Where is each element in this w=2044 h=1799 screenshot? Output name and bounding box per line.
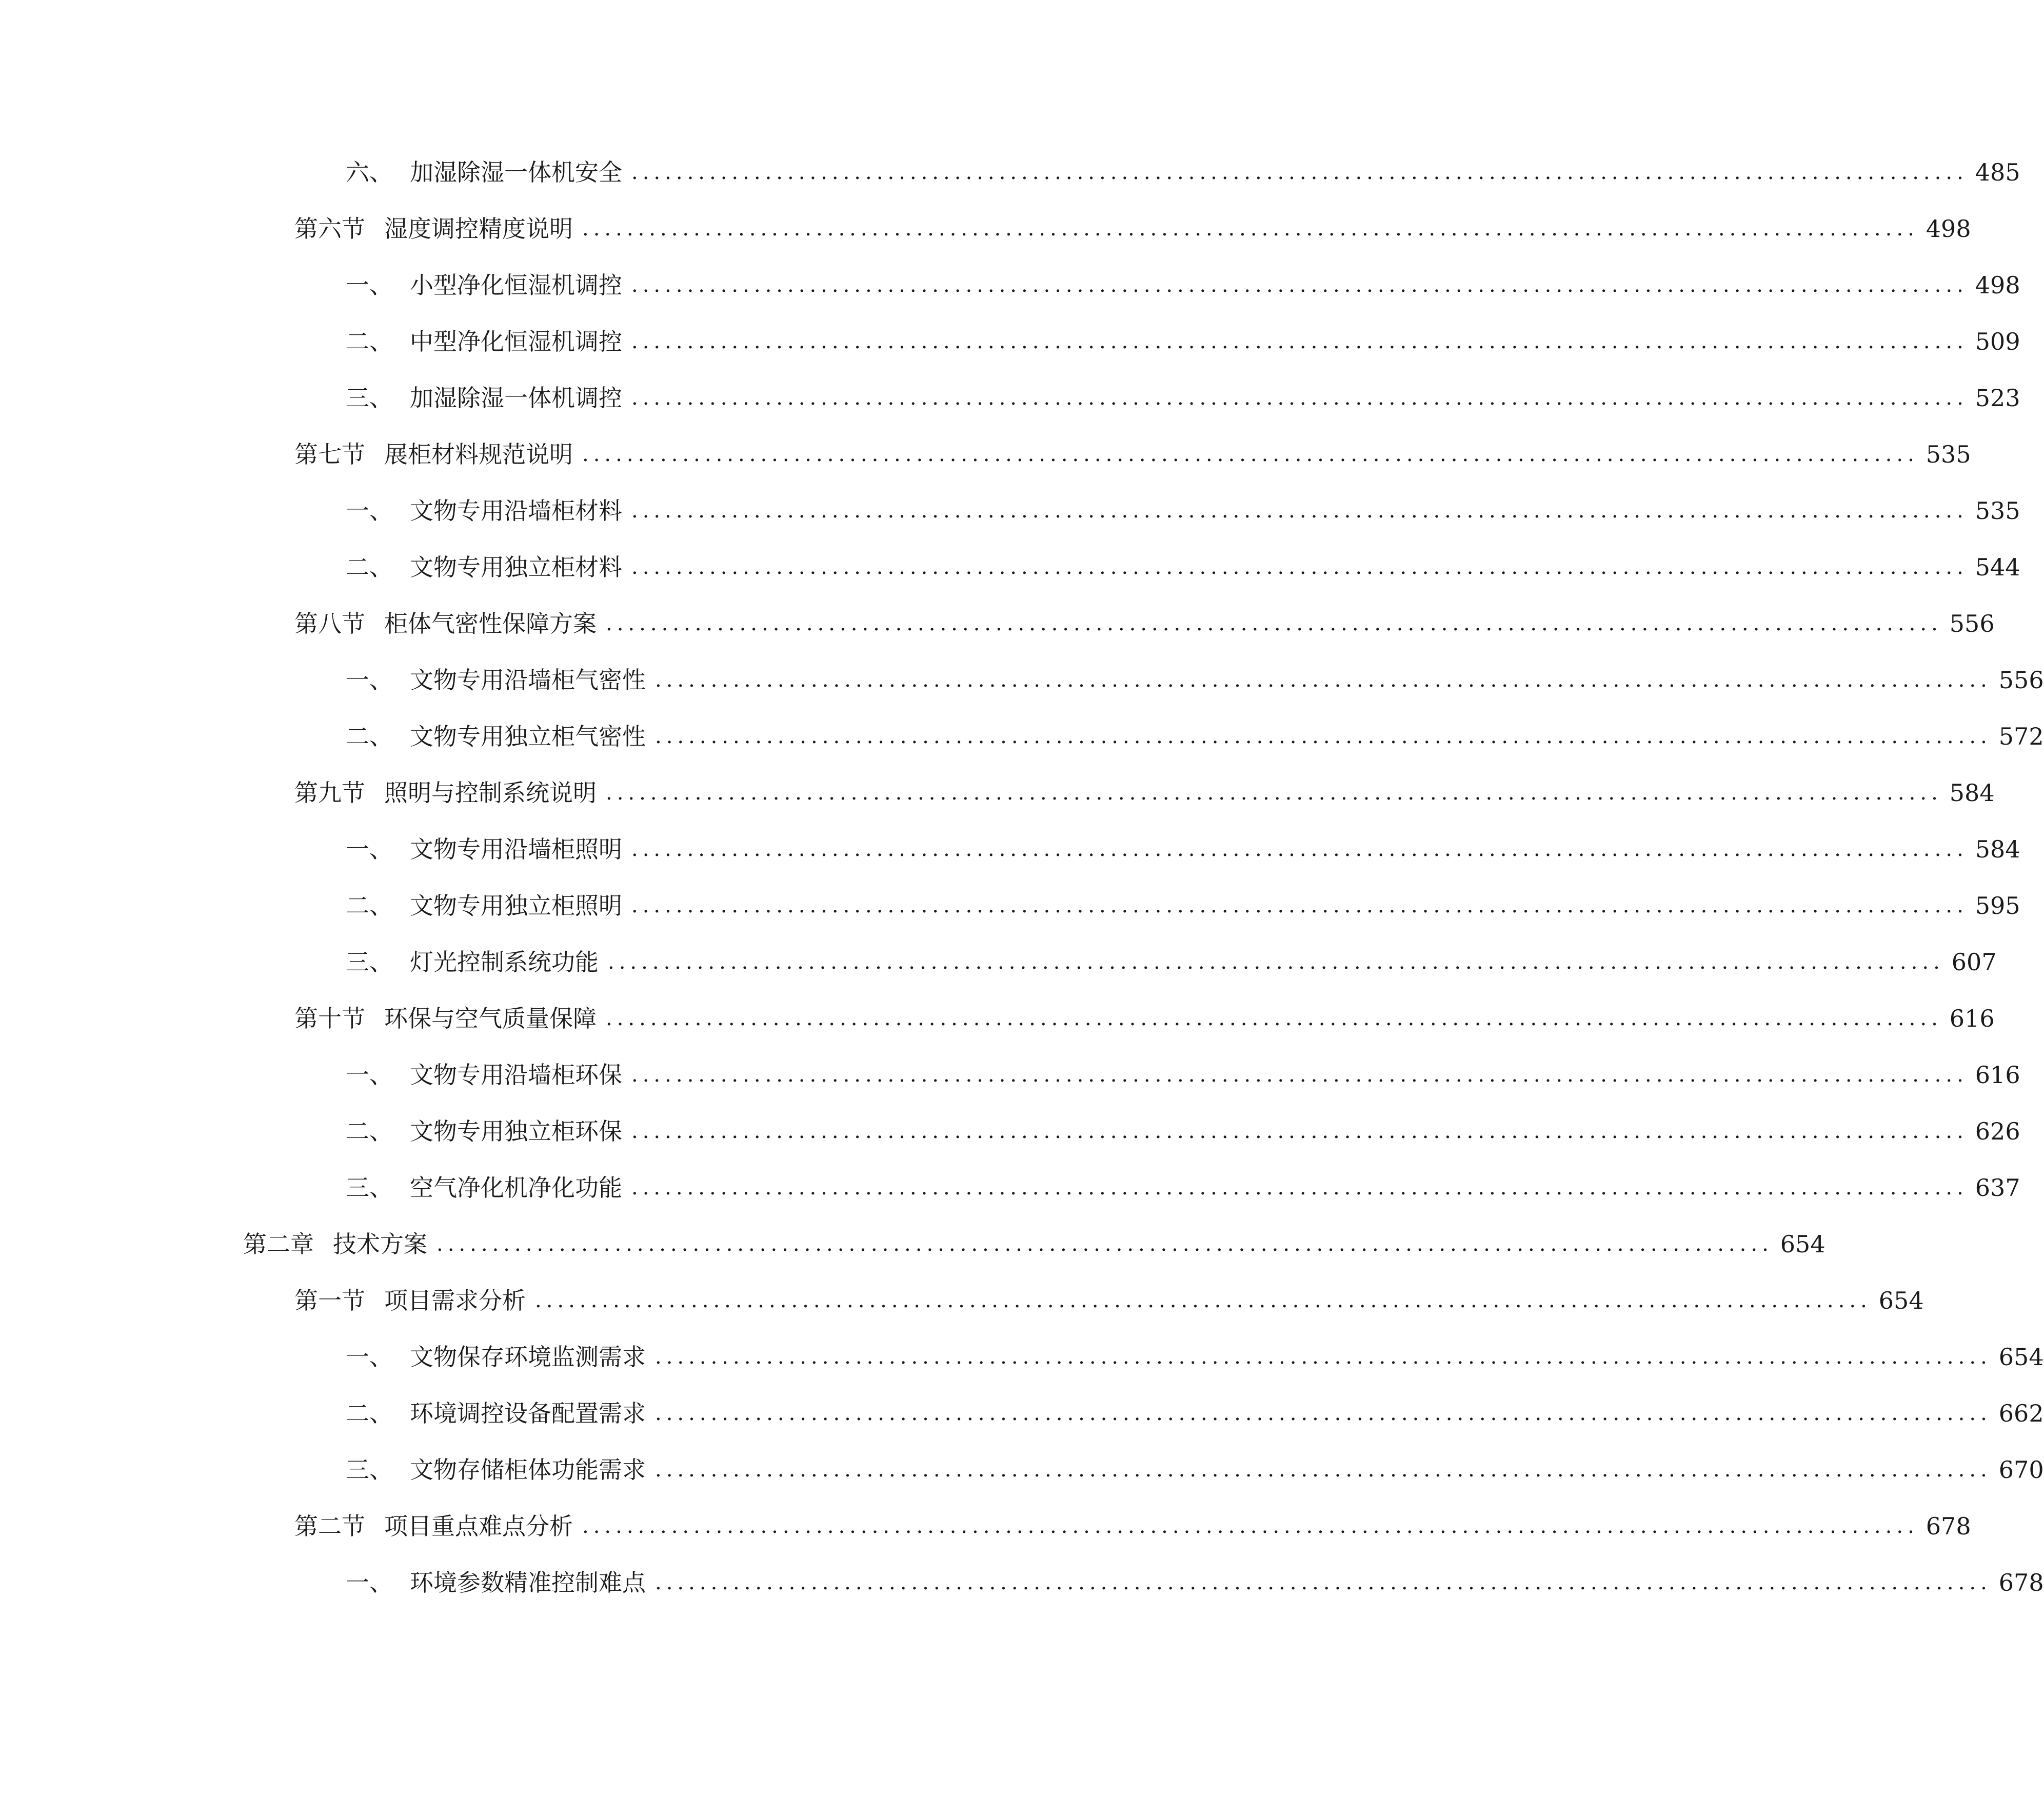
toc-entry-number: 第七节 [294, 441, 365, 468]
toc-entry-number: 二、 [346, 553, 393, 581]
toc-entry-page-number: 556 [1998, 666, 2044, 694]
toc-entry-number: 一、 [346, 835, 393, 863]
toc-entry[interactable] [346, 885, 2020, 926]
dot-leader: ........................................................................................................................ [631, 161, 1968, 184]
dot-leader: ........................................................................................................................ [655, 1458, 1992, 1482]
dot-leader: ........................................................................................................................ [631, 330, 1968, 353]
toc-entry[interactable] [294, 208, 1971, 249]
toc-entry-number: 六、 [346, 158, 393, 186]
toc-entry[interactable] [294, 434, 1971, 475]
toc-entry-title: 灯光控制系统功能 [410, 948, 599, 976]
toc-entry[interactable] [294, 1280, 1924, 1321]
toc-entry[interactable] [346, 942, 1997, 983]
toc-entry-page-number: 523 [1975, 384, 2020, 412]
toc-entry-page-number: 498 [1975, 271, 2020, 299]
toc-entry-page-number: 678 [1926, 1512, 1971, 1540]
toc-entry-title: 文物专用沿墙柜气密性 [410, 666, 646, 694]
toc-entry-title: 文物存储柜体功能需求 [410, 1456, 646, 1484]
toc-entry-title: 文物专用独立柜环保 [410, 1117, 622, 1145]
toc-entry-number: 第二节 [294, 1512, 365, 1540]
toc-entry-title: 湿度调控精度说明 [384, 215, 573, 243]
dot-leader: ........................................................................................................................ [606, 612, 1942, 635]
toc-entry-title: 项目需求分析 [384, 1287, 526, 1314]
toc-entry-number: 二、 [346, 723, 393, 750]
toc-entry-page-number: 584 [1975, 835, 2020, 863]
dot-leader: ........................................................................................................................ [582, 443, 1919, 466]
toc-entry-number: 一、 [346, 1343, 393, 1371]
dot-leader: ........................................................................................................................ [631, 894, 1968, 917]
toc-entry[interactable] [346, 321, 2020, 362]
toc-entry-page-number: 485 [1975, 158, 2020, 186]
toc-entry-page-number: 637 [1975, 1174, 2020, 1202]
toc-entry-title: 展柜材料规范说明 [384, 441, 573, 468]
toc-entry-page-number: 572 [1998, 723, 2044, 750]
toc-entry-number: 第九节 [294, 779, 365, 807]
toc-entry-title: 文物专用沿墙柜材料 [410, 497, 622, 525]
toc-entry-number: 第一节 [294, 1287, 365, 1314]
toc-entry-page-number: 626 [1975, 1117, 2020, 1145]
toc-entry-page-number: 670 [1998, 1456, 2044, 1484]
toc-entry-title: 文物专用沿墙柜照明 [410, 835, 622, 863]
toc-entry-number: 第八节 [294, 610, 365, 637]
toc-entry-page-number: 535 [1975, 497, 2020, 525]
toc-entry-number: 二、 [346, 1400, 393, 1427]
toc-entry-number: 二、 [346, 892, 393, 920]
toc-entry[interactable] [346, 1393, 2044, 1434]
toc-entry[interactable] [346, 1167, 2020, 1208]
toc-entry-number: 第六节 [294, 215, 365, 243]
toc-entry-title: 文物专用沿墙柜环保 [410, 1061, 622, 1089]
toc-entry[interactable] [346, 152, 2020, 193]
toc-entry-number: 三、 [346, 1456, 393, 1484]
toc-entry-title: 中型净化恒湿机调控 [410, 328, 622, 355]
toc-entry-page-number: 654 [1878, 1287, 1924, 1314]
toc-entry-title: 环境调控设备配置需求 [410, 1400, 646, 1427]
toc-entry[interactable] [294, 603, 1995, 644]
toc-entry-number: 三、 [346, 384, 393, 412]
toc-entry-page-number: 535 [1926, 441, 1971, 468]
toc-entry-number: 二、 [346, 1117, 393, 1145]
toc-entry-page-number: 678 [1998, 1569, 2044, 1596]
toc-entry-page-number: 616 [1949, 1005, 1995, 1032]
toc-entry-number: 二、 [346, 328, 393, 355]
dot-leader: ........................................................................................................................ [582, 1514, 1919, 1538]
toc-entry-page-number: 498 [1926, 215, 1971, 243]
dot-leader: ........................................................................................................................ [582, 217, 1919, 241]
toc-entry-title: 照明与控制系统说明 [384, 779, 597, 807]
toc-entry-title: 文物专用独立柜气密性 [410, 723, 646, 750]
toc-entry-title: 文物专用独立柜照明 [410, 892, 622, 920]
toc-entry-number: 一、 [346, 1569, 393, 1596]
toc-entry[interactable] [294, 1506, 1971, 1547]
toc-entry-number: 三、 [346, 1174, 393, 1202]
toc-entry-page-number: 584 [1949, 779, 1995, 807]
toc-entry[interactable] [294, 772, 1995, 813]
dot-leader: ........................................................................................................................ [631, 1176, 1968, 1200]
toc-entry[interactable] [346, 547, 2020, 588]
toc-entry[interactable] [346, 265, 2020, 306]
dot-leader: ........................................................................................................................ [436, 1232, 1773, 1256]
dot-leader: ........................................................................................................................ [631, 1120, 1968, 1143]
dot-leader: ........................................................................................................................ [655, 668, 1992, 692]
toc-entry-page-number: 616 [1975, 1061, 2020, 1089]
toc-entry-title: 环保与空气质量保障 [384, 1005, 597, 1032]
toc-entry-page-number: 607 [1951, 948, 1997, 976]
dot-leader: ........................................................................................................................ [606, 1007, 1942, 1030]
toc-entry-number: 第二章 [243, 1230, 314, 1258]
toc-entry-page-number: 509 [1975, 328, 2020, 355]
toc-entry[interactable] [346, 1111, 2020, 1152]
toc-entry-title: 加湿除湿一体机调控 [410, 384, 622, 412]
toc-entry-page-number: 544 [1975, 553, 2020, 581]
toc-entry[interactable] [294, 998, 1995, 1039]
toc-entry-number: 一、 [346, 271, 393, 299]
dot-leader: ........................................................................................................................ [631, 837, 1968, 861]
toc-entry-number: 一、 [346, 666, 393, 694]
toc-entry[interactable] [346, 829, 2020, 870]
toc-entry-title: 环境参数精准控制难点 [410, 1569, 646, 1596]
toc-entry[interactable] [346, 1336, 2044, 1377]
toc-entry-title: 小型净化恒湿机调控 [410, 271, 622, 299]
toc-entry-title: 柜体气密性保障方案 [384, 610, 597, 637]
toc-entry-number: 一、 [346, 497, 393, 525]
toc-entry[interactable] [346, 490, 2020, 531]
toc-entry-page-number: 662 [1998, 1400, 2044, 1427]
dot-leader: ........................................................................................................................ [535, 1289, 1872, 1312]
toc-entry-title: 技术方案 [333, 1230, 427, 1258]
dot-leader: ........................................................................................................................ [631, 386, 1968, 410]
toc-entry-title: 加湿除湿一体机安全 [410, 158, 622, 186]
dot-leader: ........................................................................................................................ [655, 1402, 1992, 1425]
dot-leader: ........................................................................................................................ [655, 725, 1992, 748]
toc-entry[interactable] [346, 1562, 2044, 1603]
toc-entry-page-number: 654 [1998, 1343, 2044, 1371]
dot-leader: ........................................................................................................................ [631, 499, 1968, 523]
toc-entry-number: 三、 [346, 948, 393, 976]
toc-entry[interactable] [346, 716, 2044, 757]
dot-leader: ........................................................................................................................ [631, 1063, 1968, 1087]
dot-leader: ........................................................................................................................ [655, 1345, 1992, 1369]
toc-entry[interactable] [346, 377, 2020, 418]
toc-entry-page-number: 556 [1949, 610, 1995, 637]
dot-leader: ........................................................................................................................ [631, 273, 1968, 297]
toc-entry[interactable] [346, 1054, 2020, 1095]
dot-leader: ........................................................................................................................ [631, 555, 1968, 579]
toc-entry-title: 文物保存环境监测需求 [410, 1343, 646, 1371]
dot-leader: ........................................................................................................................ [606, 781, 1942, 805]
toc-entry[interactable] [243, 1224, 1825, 1265]
dot-leader: ........................................................................................................................ [655, 1571, 1992, 1594]
dot-leader: ........................................................................................................................ [608, 950, 1944, 974]
toc-entry-title: 空气净化机净化功能 [410, 1174, 622, 1202]
toc-entry-page-number: 595 [1975, 892, 2020, 920]
toc-entry-number: 一、 [346, 1061, 393, 1089]
toc-entry-page-number: 654 [1780, 1230, 1825, 1258]
toc-entry[interactable] [346, 659, 2044, 701]
toc-entry[interactable] [346, 1449, 2044, 1490]
toc-entry-title: 文物专用独立柜材料 [410, 553, 622, 581]
toc-entry-title: 项目重点难点分析 [384, 1512, 573, 1540]
toc-entry-number: 第十节 [294, 1005, 365, 1032]
